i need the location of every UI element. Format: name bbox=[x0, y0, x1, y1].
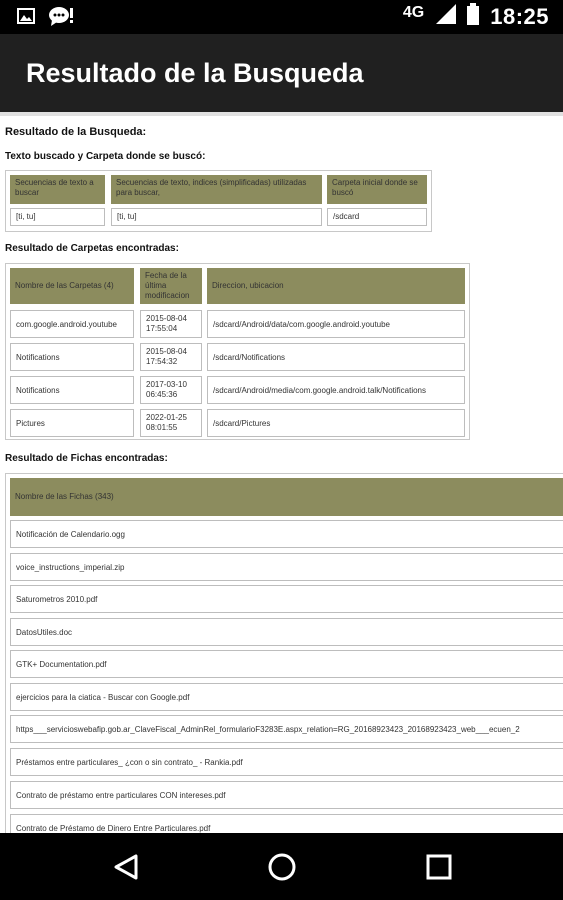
folder-row-date: 2022-01-25 08:01:55 bbox=[140, 409, 202, 437]
folder-row-name: Notifications bbox=[10, 376, 134, 404]
folder-row-name: com.google.android.youtube bbox=[10, 310, 134, 338]
folders-section-heading: Resultado de Carpetas encontradas: bbox=[5, 243, 179, 254]
file-row: Contrato de Préstamo de Dinero Entre Particulares.pdf bbox=[10, 814, 563, 833]
folder-row-path: /sdcard/Android/data/com.google.android.youtube bbox=[207, 310, 465, 338]
home-icon[interactable] bbox=[267, 852, 297, 887]
search-cell-text: [ti, tu] bbox=[10, 208, 105, 226]
search-header-text: Secuencias de texto a buscar bbox=[10, 175, 105, 204]
file-row: ejercicios para la ciatica - Buscar con Google.pdf bbox=[10, 683, 563, 711]
file-row: voice_instructions_imperial.zip bbox=[10, 553, 563, 581]
file-row: Préstamos entre particulares_ ¿con o sin contrato_ - Rankia.pdf bbox=[10, 748, 563, 776]
clock: 18:25 bbox=[490, 3, 549, 29]
file-row: https___servicioswebafip.gob.ar_ClaveFiscal_AdminRel_formularioF3283E.aspx_relation=RG_20168923423_20168923423_web___ecuen_2 bbox=[10, 715, 563, 743]
folder-row-path: /sdcard/Notifications bbox=[207, 343, 465, 371]
search-section-heading: Texto buscado y Carpeta donde se buscó: bbox=[5, 151, 206, 162]
files-header-name: Nombre de las Fichas (343) bbox=[10, 478, 563, 516]
folder-row-path: /sdcard/Android/media/com.google.android.talk/Notifications bbox=[207, 376, 465, 404]
search-cell-indices: [ti, tu] bbox=[111, 208, 322, 226]
folder-row-date: 2015-08-04 17:54:32 bbox=[140, 343, 202, 371]
navigation-bar bbox=[0, 833, 563, 900]
folder-row-name: Notifications bbox=[10, 343, 134, 371]
image-notification-icon bbox=[16, 6, 36, 31]
search-cell-folder: /sdcard bbox=[327, 208, 427, 226]
folder-row-date: 2015-08-04 17:55:04 bbox=[140, 310, 202, 338]
back-icon[interactable] bbox=[112, 853, 140, 886]
search-header-indices: Secuencias de texto, indices (simplificadas) utilizadas para buscar, bbox=[111, 175, 322, 204]
chat-notification-icon bbox=[48, 6, 74, 31]
file-row: Contrato de préstamo entre particulares CON intereses.pdf bbox=[10, 781, 563, 809]
files-section-heading: Resultado de Fichas encontradas: bbox=[5, 453, 168, 464]
results-heading: Resultado de la Busqueda: bbox=[5, 126, 147, 138]
folder-row-name: Pictures bbox=[10, 409, 134, 437]
folders-header-path: Direccion, ubicacion bbox=[207, 268, 465, 304]
file-row: Saturometros 2010.pdf bbox=[10, 585, 563, 613]
folders-header-date: Fecha de la última modificacion bbox=[140, 268, 202, 304]
file-row: GTK+ Documentation.pdf bbox=[10, 650, 563, 678]
folder-row-date: 2017-03-10 06:45:36 bbox=[140, 376, 202, 404]
results-content[interactable] bbox=[0, 112, 563, 833]
network-type: 4G bbox=[402, 3, 425, 21]
recents-icon[interactable] bbox=[426, 854, 452, 885]
battery-icon bbox=[466, 3, 480, 30]
file-row: DatosUtiles.doc bbox=[10, 618, 563, 646]
folder-row-path: /sdcard/Pictures bbox=[207, 409, 465, 437]
app-bar bbox=[0, 34, 563, 112]
folders-header-name: Nombre de las Carpetas (4) bbox=[10, 268, 134, 304]
status-bar bbox=[0, 0, 563, 34]
page-title: Resultado de la Busqueda bbox=[26, 58, 364, 88]
signal-icon bbox=[434, 4, 456, 29]
file-row: Notificación de Calendario.ogg bbox=[10, 520, 563, 548]
search-header-folder: Carpeta inicial donde se buscó bbox=[327, 175, 427, 204]
